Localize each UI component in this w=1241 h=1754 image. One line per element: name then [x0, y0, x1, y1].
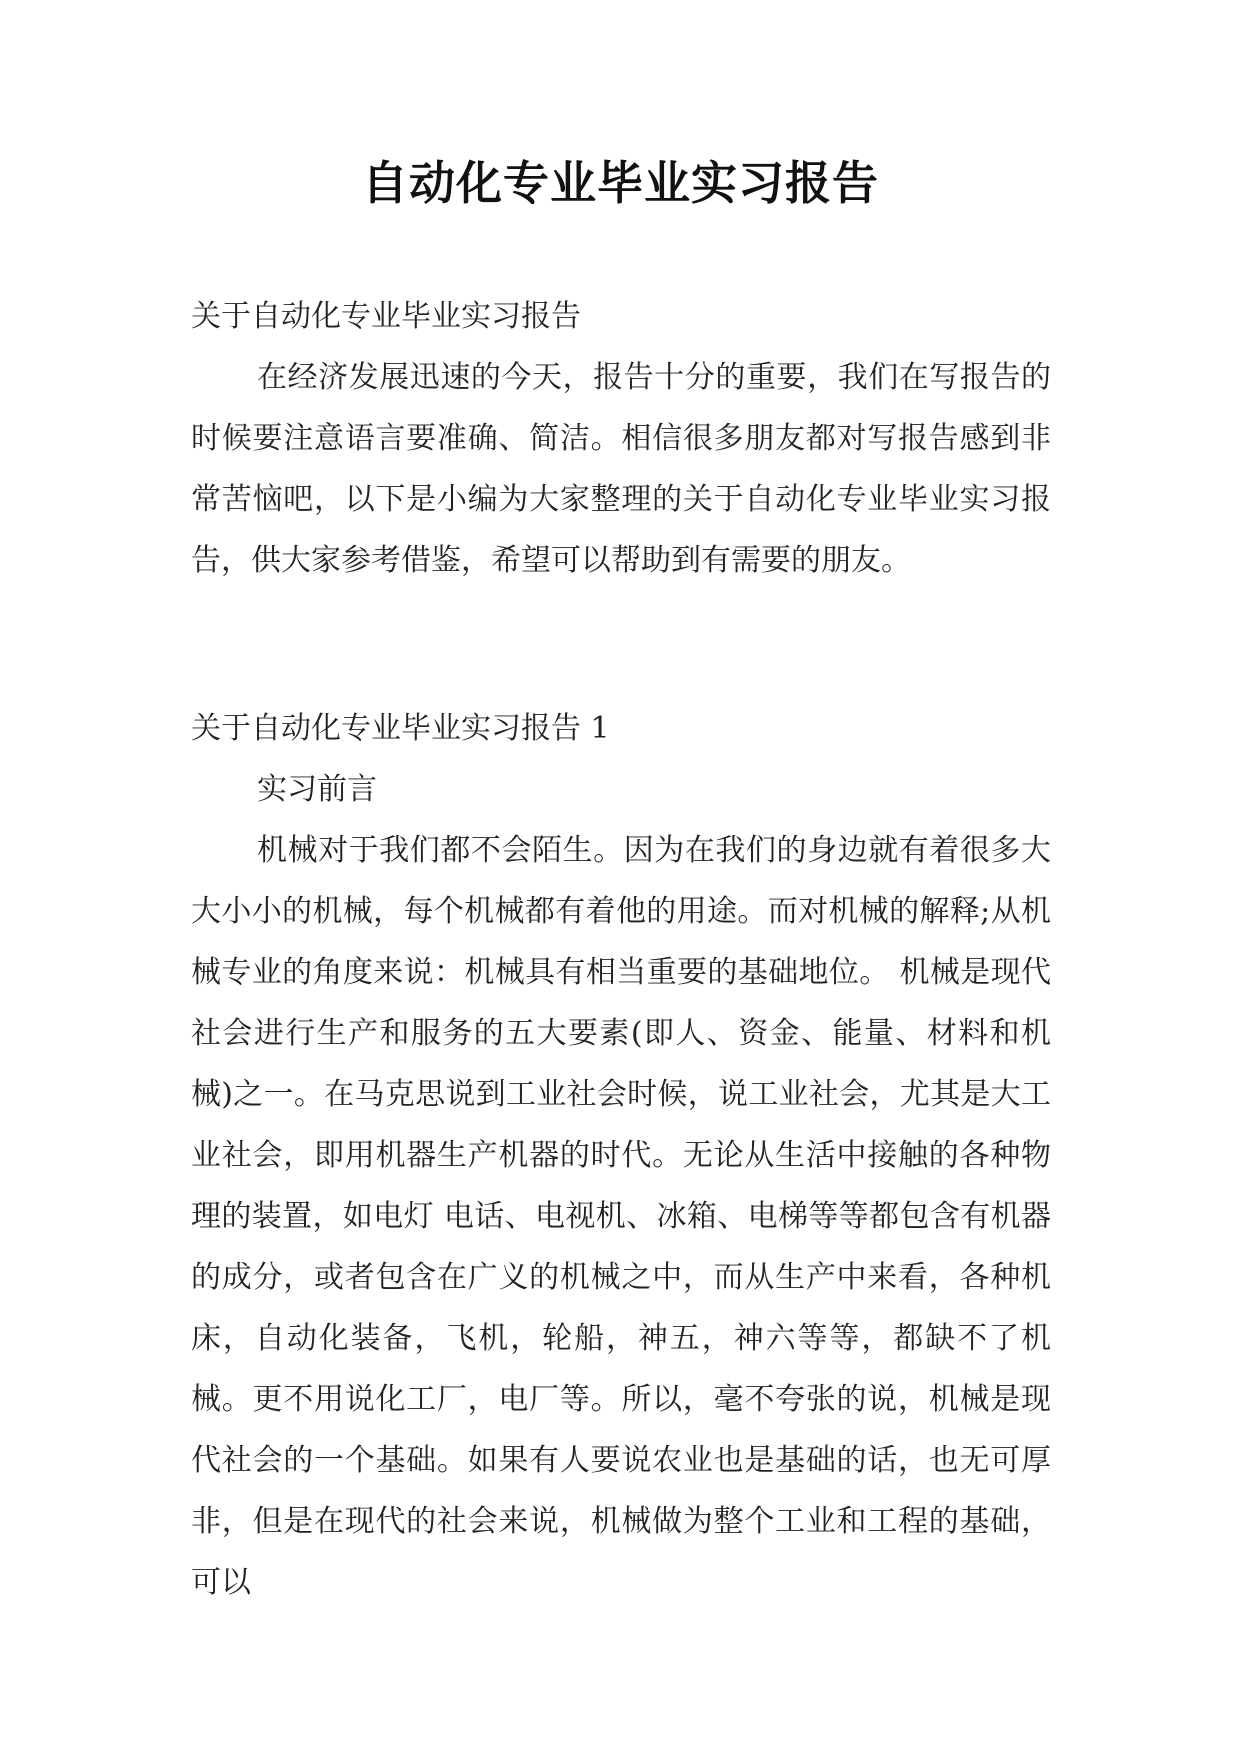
intro-paragraph: 在经济发展迅速的今天，报告十分的重要，我们在写报告的时候要注意语言要准确、简洁。相信很多朋友都对写报告感到非常苦恼吧，以下是小编为大家整理的关于自动化专业毕业实习报告，供大家参考借鉴，希望可以帮助到有需要的朋友。	[191, 360, 1051, 578]
section-subheading: 实习前言	[257, 772, 377, 807]
body-paragraph: 机械对于我们都不会陌生。因为在我们的身边就有着很多大大小小的机械，每个机械都有着他的用途。而对机械的解释;从机械专业的角度来说：机械具有相当重要的基础地位。 机械是现代社会进行生产和服务的五大要素(即人、资金、能量、材料和机械)之一。在马克思说到工业社会时候，说工业社会，尤其是大工业社会，即用机器生产机器的时代。无论从生活中接触的各种物理的装置，如电灯 电话、电视机、冰箱、电梯等等都包含有机器的成分，或者包含在广义的机械之中，而从生产中来看，各种机床，自动化装备，飞机，轮船，神五，神六等等，都缺不了机械。更不用说化工厂，电厂等。所以，毫不夸张的说，机械是现代社会的一个基础。如果有人要说农业也是基础的话，也无可厚非，但是在现代的社会来说，机械做为整个工业和工程的基础，可以	[191, 833, 1051, 1600]
section-heading: 关于自动化专业毕业实习报告 1	[191, 711, 610, 746]
document-subtitle: 关于自动化专业毕业实习报告	[191, 299, 581, 334]
document-title: 自动化专业毕业实习报告	[362, 156, 879, 210]
